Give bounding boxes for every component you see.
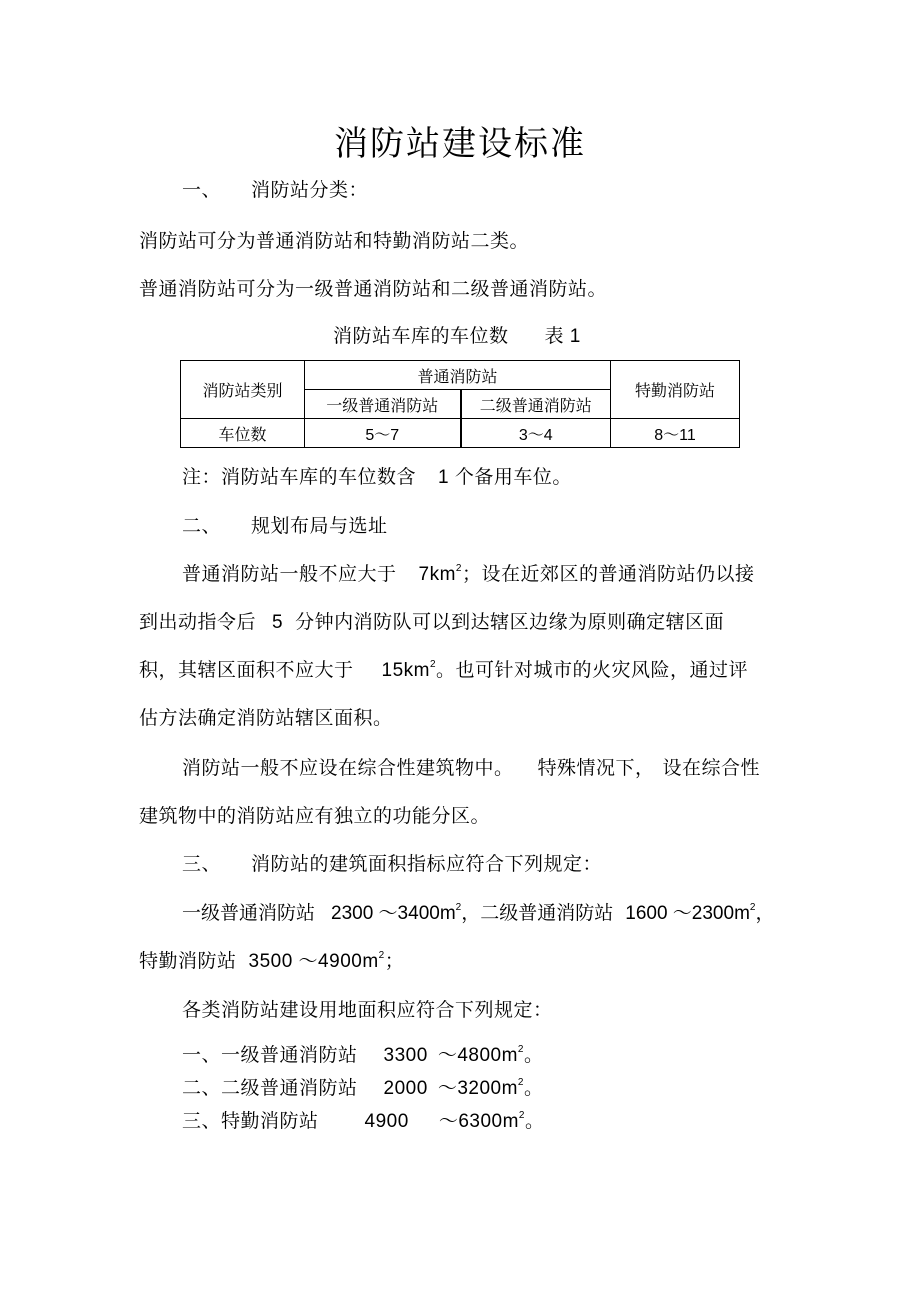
header-category: 消防站类别: [181, 361, 305, 419]
section-3-heading: 三、 消防站的建筑面积指标应符合下列规定：: [182, 853, 603, 875]
paragraph-2: 普通消防站可分为一级普通消防站和二级普通消防站。: [139, 278, 608, 300]
section-1-heading: 一、 消防站分类：: [182, 179, 369, 201]
paragraph-3-line-1: 普通消防站一般不应大于 $7km^2$；设在近郊区的普通消防站仍以接: [182, 563, 755, 585]
table-caption: 消防站车库的车位数 表 1: [333, 325, 581, 347]
cell-level1: 5～7: [305, 419, 461, 448]
header-level2: 二级普通消防站: [461, 390, 611, 419]
list-item: 一、一级普通消防站 3300 $\sim 4800m^2$。: [182, 1044, 544, 1066]
section-2-heading: 二、 规划布局与选址: [182, 515, 388, 537]
list-item: 二、二级普通消防站 2000 $\sim 3200m^2$。: [182, 1077, 544, 1099]
page-title: 消防站建设标准: [334, 124, 586, 164]
paragraph-6: 各类消防站建设用地面积应符合下列规定：: [182, 999, 553, 1021]
cell-special: 8～11: [611, 419, 740, 448]
parking-spaces-table: [180, 360, 740, 448]
header-ordinary: 普通消防站: [305, 361, 611, 390]
paragraph-3-line-2: 到出动指令后 5 分钟内消防队可以到达辖区边缘为原则确定辖区面: [139, 611, 725, 633]
table-note: 注：消防站车库的车位数含 1 个备用车位。: [182, 466, 572, 488]
row-label: 车位数: [181, 419, 305, 448]
cell-level2: 3～4: [461, 419, 611, 448]
paragraph-3-line-3: 积，其辖区面积不应大于 $15km^2$。也可针对城市的火灾风险，通过评: [139, 659, 749, 681]
list-item: 三、特勤消防站 4900 $\sim 6300m^2$。: [182, 1110, 545, 1132]
header-special: 特勤消防站: [611, 361, 740, 419]
header-level1: 一级普通消防站: [305, 390, 461, 419]
paragraph-5-line-2: 特勤消防站 3500 $\sim 4900m^2$；: [139, 950, 405, 972]
paragraph-4-line-2: 建筑物中的消防站应有独立的功能分区。: [139, 805, 491, 827]
paragraph-3-line-4: 估方法确定消防站辖区面积。: [139, 707, 393, 729]
paragraph-1: 消防站可分为普通消防站和特勤消防站二类。: [139, 230, 530, 252]
paragraph-4-line-1: 消防站一般不应设在综合性建筑物中。 特殊情况下， 设在综合性: [182, 757, 761, 779]
paragraph-5-line-1: 一级普通消防站 2300 $\sim 3400m^2$，二级普通消防站 1600 $\sim 2300m^2$，: [182, 902, 775, 924]
